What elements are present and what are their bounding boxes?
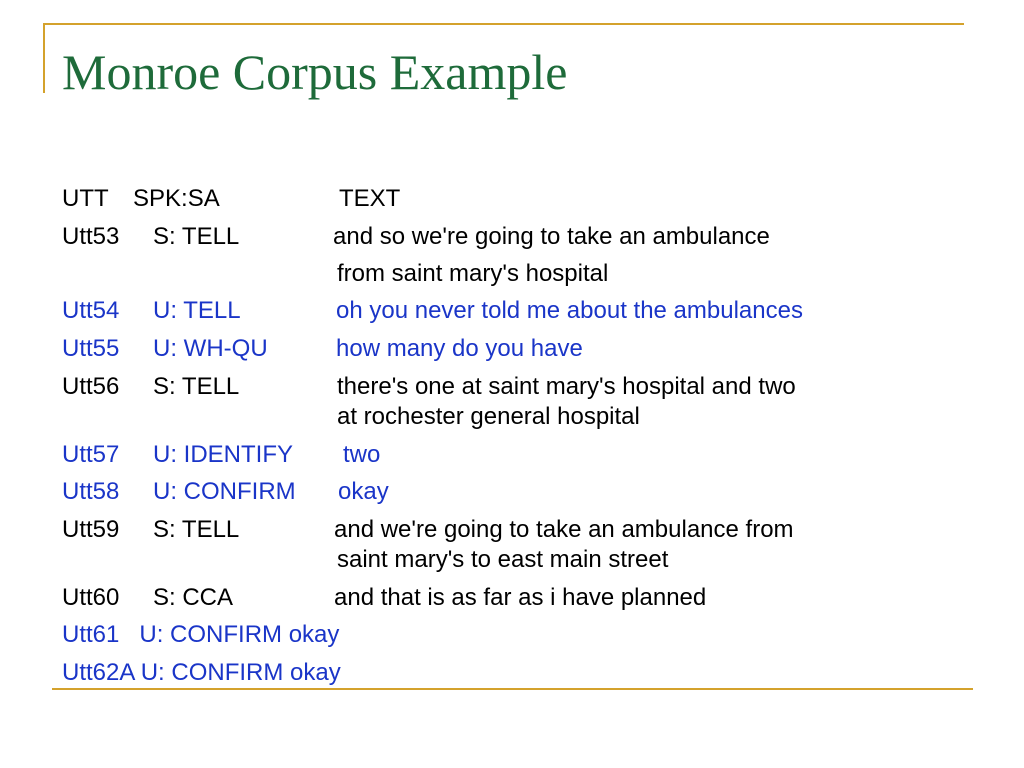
utterance-id: Utt58 <box>62 478 120 505</box>
utterance-text: and that is as far as i have planned <box>334 584 707 611</box>
utterance-id: Utt59 <box>62 516 120 543</box>
utterance-text: okay <box>338 478 389 505</box>
speaker-act: S: TELL <box>153 223 240 250</box>
speaker-act: U: IDENTIFY <box>153 441 294 468</box>
utterance-text-continued: from saint mary's hospital <box>337 260 609 287</box>
utterance-text: there's one at saint mary's hospital and two <box>337 373 796 400</box>
utterance-id: Utt55 <box>62 335 120 362</box>
speaker-act: U: WH-QU <box>153 335 268 362</box>
utterance-text: two <box>343 441 381 468</box>
transcript-line <box>0 334 1024 364</box>
utterance-full-line: Utt62A U: CONFIRM okay <box>62 659 341 686</box>
header-text: TEXT <box>339 185 401 212</box>
transcript-line <box>0 515 1024 545</box>
transcript-line <box>0 440 1024 470</box>
utterance-full-line: Utt61 U: CONFIRM okay <box>62 621 340 648</box>
transcript-line <box>0 372 1024 402</box>
transcript-line <box>0 477 1024 507</box>
transcript-line <box>0 620 1024 650</box>
slide-title: Monroe Corpus Example <box>62 44 568 100</box>
speaker-act: U: CONFIRM <box>153 478 296 505</box>
transcript-line <box>0 402 1024 432</box>
utterance-id: Utt57 <box>62 441 120 468</box>
transcript-header <box>0 184 1024 214</box>
utterance-id: Utt53 <box>62 223 120 250</box>
transcript-line <box>0 296 1024 326</box>
utterance-id: Utt60 <box>62 584 120 611</box>
transcript-line <box>0 222 1024 252</box>
utterance-text-continued: saint mary's to east main street <box>337 546 669 573</box>
transcript-line <box>0 658 1024 688</box>
utterance-text: and we're going to take an ambulance from <box>334 516 794 543</box>
header-spk-sa: SPK:SA <box>133 185 220 212</box>
utterance-text-continued: at rochester general hospital <box>337 403 640 430</box>
speaker-act: S: TELL <box>153 373 240 400</box>
speaker-act: S: CCA <box>153 584 234 611</box>
transcript-line <box>0 545 1024 575</box>
transcript-line <box>0 259 1024 289</box>
utterance-text: oh you never told me about the ambulances <box>336 297 803 324</box>
transcript-line <box>0 583 1024 613</box>
utterance-text: how many do you have <box>336 335 583 362</box>
speaker-act: U: TELL <box>153 297 241 324</box>
utterance-id: Utt56 <box>62 373 120 400</box>
header-utt: UTT <box>62 185 109 212</box>
utterance-id: Utt54 <box>62 297 120 324</box>
utterance-text: and so we're going to take an ambulance <box>333 223 770 250</box>
speaker-act: S: TELL <box>153 516 240 543</box>
bottom-accent-rule <box>52 688 973 690</box>
